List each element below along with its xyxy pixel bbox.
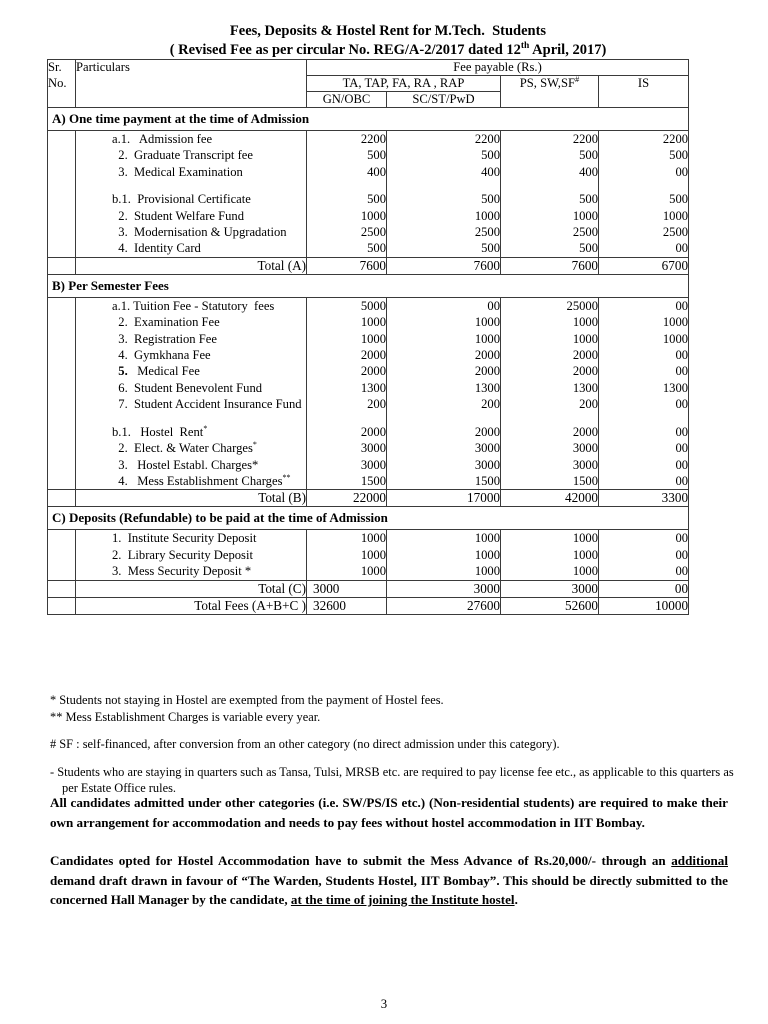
fee-item-value: 1000 bbox=[360, 531, 386, 546]
fee-item-value: 00 bbox=[675, 473, 689, 488]
fee-item-value: 500 bbox=[579, 241, 598, 256]
fee-item-value: 500 bbox=[481, 241, 500, 256]
fee-item-value: 2500 bbox=[662, 225, 689, 240]
fee-item-label: a.1. Tuition Fee - Statutory fees bbox=[112, 298, 275, 313]
fee-item-value: 2000 bbox=[360, 424, 386, 439]
fee-item-value: 1000 bbox=[474, 208, 500, 223]
fee-item-value: 00 bbox=[675, 547, 689, 562]
fee-item-value: 500 bbox=[579, 148, 598, 163]
fee-item-value: 1000 bbox=[360, 564, 386, 579]
fee-item-value: 1300 bbox=[572, 380, 598, 395]
grand-total-label: Total Fees (A+B+C ) bbox=[76, 597, 307, 614]
fee-item-value: 1000 bbox=[572, 564, 598, 579]
item-group-gap bbox=[307, 413, 386, 424]
notice-paragraphs bbox=[50, 793, 728, 910]
fee-item-label: 5. Medical Fee bbox=[118, 364, 200, 379]
fee-values-cell bbox=[387, 297, 501, 489]
section-total-value: 17000 bbox=[387, 490, 501, 507]
section-total-value: 6700 bbox=[599, 257, 689, 274]
title-line-circular bbox=[48, 41, 728, 60]
fee-item-value: 2200 bbox=[474, 132, 500, 146]
fee-item-value: 2500 bbox=[474, 225, 500, 240]
fee-item-value: 1500 bbox=[572, 473, 598, 488]
fee-items-row bbox=[48, 131, 689, 258]
fee-item-label: a.1. Admission fee bbox=[112, 132, 213, 146]
fee-item-value: 1000 bbox=[572, 315, 598, 330]
sr-no-cell bbox=[48, 580, 76, 597]
sr-no-cell bbox=[48, 297, 76, 489]
fee-item-value: 200 bbox=[481, 397, 500, 412]
fee-item-value: 1000 bbox=[572, 208, 598, 223]
fee-item-value: 3000 bbox=[360, 457, 386, 472]
fee-item-value: 1000 bbox=[662, 315, 689, 330]
item-group-gap bbox=[387, 413, 500, 424]
section-heading-row bbox=[48, 507, 689, 530]
fee-item-value: 500 bbox=[367, 192, 386, 207]
fee-item-value: 2000 bbox=[474, 348, 500, 363]
title-circular-suffix: April, 2017) bbox=[529, 42, 607, 58]
fee-item-value: 3000 bbox=[474, 441, 500, 456]
item-footnote-marker: ** bbox=[282, 472, 291, 482]
item-group-gap bbox=[599, 413, 688, 424]
fee-item-value: 500 bbox=[481, 192, 500, 207]
section-total-row bbox=[48, 257, 689, 274]
grand-total-row bbox=[48, 597, 689, 614]
item-group-gap bbox=[307, 180, 386, 191]
footnote-mess-variable: ** Mess Establishment Charges is variable every year. bbox=[50, 709, 321, 724]
fee-item-value: 500 bbox=[481, 148, 500, 163]
fee-item-value: 1000 bbox=[662, 331, 689, 346]
fee-item-label: 4. Identity Card bbox=[112, 241, 201, 256]
fee-item-value: 1300 bbox=[474, 380, 500, 395]
sr-no-cell bbox=[48, 257, 76, 274]
fee-item-value: 1500 bbox=[474, 473, 500, 488]
fee-items-row bbox=[48, 297, 689, 489]
para2-segment-1: Candidates opted for Hostel Accommodation have to submit the Mess Advance of Rs.20,000/- through an bbox=[50, 853, 672, 868]
section-total-value: 7600 bbox=[387, 257, 501, 274]
fee-item-label: b.1. Hostel Rent* bbox=[112, 423, 208, 439]
fee-item-value: 500 bbox=[367, 148, 386, 163]
fee-item-value: 3000 bbox=[572, 441, 598, 456]
fee-item-value: 2000 bbox=[360, 364, 386, 379]
para2-segment-3: . bbox=[514, 892, 518, 907]
section-total-value: 3000 bbox=[307, 580, 387, 597]
header-particulars: Particulars bbox=[76, 60, 307, 108]
section-heading-row bbox=[48, 108, 689, 131]
title-ordinal-suffix: th bbox=[520, 41, 530, 52]
fee-item-value: 00 bbox=[675, 531, 689, 546]
fee-item-value: 00 bbox=[675, 298, 689, 313]
fee-values-cell bbox=[599, 297, 689, 489]
para2-segment-2: demand draft drawn in favour of “The Warden, Students Hostel, IIT Bombay”. This should be directly submitted to the concerned Hall Manager by the candidate, bbox=[50, 872, 728, 907]
section-total-value: 7600 bbox=[307, 257, 387, 274]
header-group-ta: TA, TAP, FA, RA , RAP bbox=[307, 76, 501, 92]
fee-item-value: 500 bbox=[367, 241, 386, 256]
section-total-row bbox=[48, 580, 689, 597]
fee-item-value: 1000 bbox=[572, 547, 598, 562]
paragraph-non-residential: All candidates admitted under other categories (i.e. SW/PS/IS etc.) (Non-residential students) are required to make their own arrangement for accommodation and needs to pay fees without hostel accommodation in IIT Bombay. bbox=[50, 795, 728, 830]
sr-no-cell bbox=[48, 131, 76, 258]
fee-item-label: 2. Graduate Transcript fee bbox=[112, 148, 253, 163]
fee-item-value: 1000 bbox=[572, 331, 598, 346]
fee-item-value: 3000 bbox=[572, 457, 598, 472]
item-footnote-marker: * bbox=[203, 423, 208, 433]
fee-item-value: 00 bbox=[675, 364, 689, 379]
header-sr-no: Sr. No. bbox=[48, 60, 76, 108]
section-total-value: 7600 bbox=[501, 257, 599, 274]
fee-values-cell bbox=[501, 297, 599, 489]
fee-values-cell bbox=[387, 131, 501, 258]
fee-item-value: 1000 bbox=[360, 331, 386, 346]
fee-item-value: 1000 bbox=[474, 564, 500, 579]
header-sf-marker: # bbox=[574, 73, 580, 84]
section-total-label: Total (A) bbox=[76, 257, 307, 274]
grand-total-value: 10000 bbox=[599, 597, 689, 614]
fee-item-label: 2. Elect. & Water Charges* bbox=[112, 439, 257, 456]
section-total-label: Total (C) bbox=[76, 580, 307, 597]
section-total-value: 42000 bbox=[501, 490, 599, 507]
fee-item-value: 2000 bbox=[572, 348, 598, 363]
section-total-value: 22000 bbox=[307, 490, 387, 507]
page-number: 3 bbox=[380, 997, 388, 1011]
item-footnote-marker: * bbox=[252, 439, 257, 449]
fee-item-value: 5000 bbox=[360, 298, 386, 313]
title-circular-prefix: ( Revised Fee as per circular No. REG/A-2/2017 dated 12 bbox=[169, 42, 521, 58]
footnote-hostel-exemption: * Students not staying in Hostel are exempted from the payment of Hostel fees. bbox=[50, 693, 444, 707]
fee-item-value: 1000 bbox=[360, 315, 386, 330]
section-heading: A) One time payment at the time of Admission bbox=[48, 108, 689, 131]
particulars-cell bbox=[76, 530, 307, 580]
fee-item-value: 2000 bbox=[474, 364, 500, 379]
sr-no-cell bbox=[48, 530, 76, 580]
item-group-gap bbox=[76, 413, 306, 424]
fee-item-value: 400 bbox=[481, 164, 500, 179]
sr-no-cell bbox=[48, 490, 76, 507]
sr-no-cell bbox=[48, 597, 76, 614]
fee-item-value: 00 bbox=[675, 397, 689, 412]
fee-item-value: 400 bbox=[579, 164, 598, 179]
fee-item-value: 1000 bbox=[474, 315, 500, 330]
fee-item-value: 1000 bbox=[474, 531, 500, 546]
fee-item-value: 00 bbox=[675, 564, 689, 579]
fee-item-value: 1300 bbox=[360, 380, 386, 395]
fee-item-value: 2000 bbox=[572, 424, 598, 439]
fee-values-cell bbox=[599, 131, 689, 258]
fee-item-value: 1000 bbox=[360, 208, 386, 223]
fee-items-row bbox=[48, 530, 689, 580]
fee-item-value: 1000 bbox=[572, 531, 598, 546]
particulars-cell bbox=[76, 297, 307, 489]
fee-table bbox=[47, 59, 689, 615]
fee-item-label: 7. Student Accident Insurance Fund bbox=[112, 397, 302, 412]
header-group-ps-sw-sf: PS, SW,SF# bbox=[501, 76, 599, 108]
header-sub-sc-st-pwd: SC/ST/PwD bbox=[387, 92, 501, 108]
fee-item-value: 00 bbox=[675, 348, 689, 363]
fee-item-value: 00 bbox=[675, 241, 689, 256]
fee-item-label: 3. Mess Security Deposit * bbox=[112, 564, 252, 579]
section-total-label: Total (B) bbox=[76, 490, 307, 507]
fee-item-value: 2000 bbox=[572, 364, 598, 379]
fee-item-value: 1500 bbox=[360, 473, 386, 488]
footnote-sf-definition: # SF : self-financed, after conversion from an other category (no direct admission under this category). bbox=[50, 737, 560, 751]
fee-item-label: b.1. Provisional Certificate bbox=[112, 192, 251, 207]
header-sub-gn-obc: GN/OBC bbox=[307, 92, 387, 108]
fee-item-value: 2200 bbox=[572, 132, 598, 146]
fee-item-value: 1000 bbox=[474, 331, 500, 346]
section-heading: C) Deposits (Refundable) to be paid at the time of Admission bbox=[48, 507, 689, 530]
para2-underline-additional: additional bbox=[671, 853, 728, 868]
fee-item-label: 3. Medical Examination bbox=[112, 164, 243, 179]
fee-item-value: 00 bbox=[675, 457, 689, 472]
fee-item-value: 500 bbox=[669, 192, 689, 207]
fee-values-cell bbox=[387, 530, 501, 580]
fee-item-value: 2500 bbox=[360, 225, 386, 240]
fee-item-label: 3. Modernisation & Upgradation bbox=[112, 225, 287, 240]
fee-item-value: 200 bbox=[367, 397, 386, 412]
fee-item-label: 4. Mess Establishment Charges** bbox=[112, 472, 291, 488]
fee-item-value: 3000 bbox=[360, 441, 386, 456]
item-group-gap bbox=[76, 180, 306, 191]
section-total-value: 3000 bbox=[387, 580, 501, 597]
footnote-quarters-license: - Students who are staying in quarters such as Tansa, Tulsi, MRSB etc. are required to pay license fee etc., as applicable to this quarters as per Estate Office rules. bbox=[50, 764, 734, 795]
fee-item-value: 1000 bbox=[474, 547, 500, 562]
title-line-main: Fees, Deposits & Hostel Rent for M.Tech. Students bbox=[229, 23, 547, 39]
fee-item-value: 1000 bbox=[360, 547, 386, 562]
header-group-is: IS bbox=[599, 76, 689, 108]
header-fee-payable: Fee payable (Rs.) bbox=[307, 60, 689, 76]
fee-values-cell bbox=[307, 297, 387, 489]
section-total-row bbox=[48, 490, 689, 507]
fee-item-label: 2. Student Welfare Fund bbox=[112, 208, 245, 223]
grand-total-value: 27600 bbox=[387, 597, 501, 614]
fee-item-value: 25000 bbox=[566, 298, 598, 313]
fee-item-value: 2200 bbox=[662, 132, 689, 146]
fee-item-label: 2. Examination Fee bbox=[112, 315, 220, 330]
grand-total-value: 52600 bbox=[501, 597, 599, 614]
table-header-row-1 bbox=[48, 60, 689, 76]
fee-item-value: 2000 bbox=[474, 424, 500, 439]
particulars-cell bbox=[76, 131, 307, 258]
fee-item-value: 200 bbox=[579, 397, 598, 412]
fee-item-value: 00 bbox=[675, 164, 689, 179]
document-title bbox=[48, 22, 728, 60]
item-group-gap bbox=[599, 180, 688, 191]
fee-item-value: 500 bbox=[579, 192, 598, 207]
section-total-value: 3000 bbox=[501, 580, 599, 597]
para2-underline-joining-time: at the time of joining the Institute hostel bbox=[290, 892, 515, 907]
fee-item-label: 3. Hostel Establ. Charges* bbox=[112, 457, 259, 472]
fee-item-value: 1000 bbox=[662, 208, 689, 223]
fee-values-cell bbox=[307, 530, 387, 580]
section-total-value: 00 bbox=[599, 580, 689, 597]
fee-item-value: 00 bbox=[675, 441, 689, 456]
paragraph-hostel-mess-advance bbox=[50, 851, 728, 910]
footnotes bbox=[50, 692, 740, 797]
fee-item-label: 4. Gymkhana Fee bbox=[112, 348, 211, 363]
item-group-gap bbox=[387, 180, 500, 191]
fee-item-value: 400 bbox=[367, 164, 386, 179]
fee-values-cell bbox=[501, 131, 599, 258]
fee-item-label: 6. Student Benevolent Fund bbox=[112, 380, 263, 395]
fee-item-value: 2500 bbox=[572, 225, 598, 240]
fee-values-cell bbox=[501, 530, 599, 580]
fee-values-cell bbox=[307, 131, 387, 258]
section-total-value: 3300 bbox=[599, 490, 689, 507]
section-heading-row bbox=[48, 274, 689, 297]
fee-item-value: 1300 bbox=[662, 380, 689, 395]
fee-item-label: 1. Institute Security Deposit bbox=[112, 531, 257, 546]
section-heading: B) Per Semester Fees bbox=[48, 274, 689, 297]
fee-item-value: 00 bbox=[487, 298, 500, 313]
fee-item-value: 2000 bbox=[360, 348, 386, 363]
fee-item-value: 3000 bbox=[474, 457, 500, 472]
fee-item-value: 2200 bbox=[360, 132, 386, 146]
fee-values-cell bbox=[599, 530, 689, 580]
fee-item-label: 3. Registration Fee bbox=[112, 331, 217, 346]
item-group-gap bbox=[501, 180, 598, 191]
fee-item-label: 2. Library Security Deposit bbox=[112, 547, 253, 562]
item-group-gap bbox=[501, 413, 598, 424]
grand-total-value: 32600 bbox=[307, 597, 387, 614]
fee-item-value: 00 bbox=[675, 424, 689, 439]
fee-item-value: 500 bbox=[669, 148, 689, 163]
